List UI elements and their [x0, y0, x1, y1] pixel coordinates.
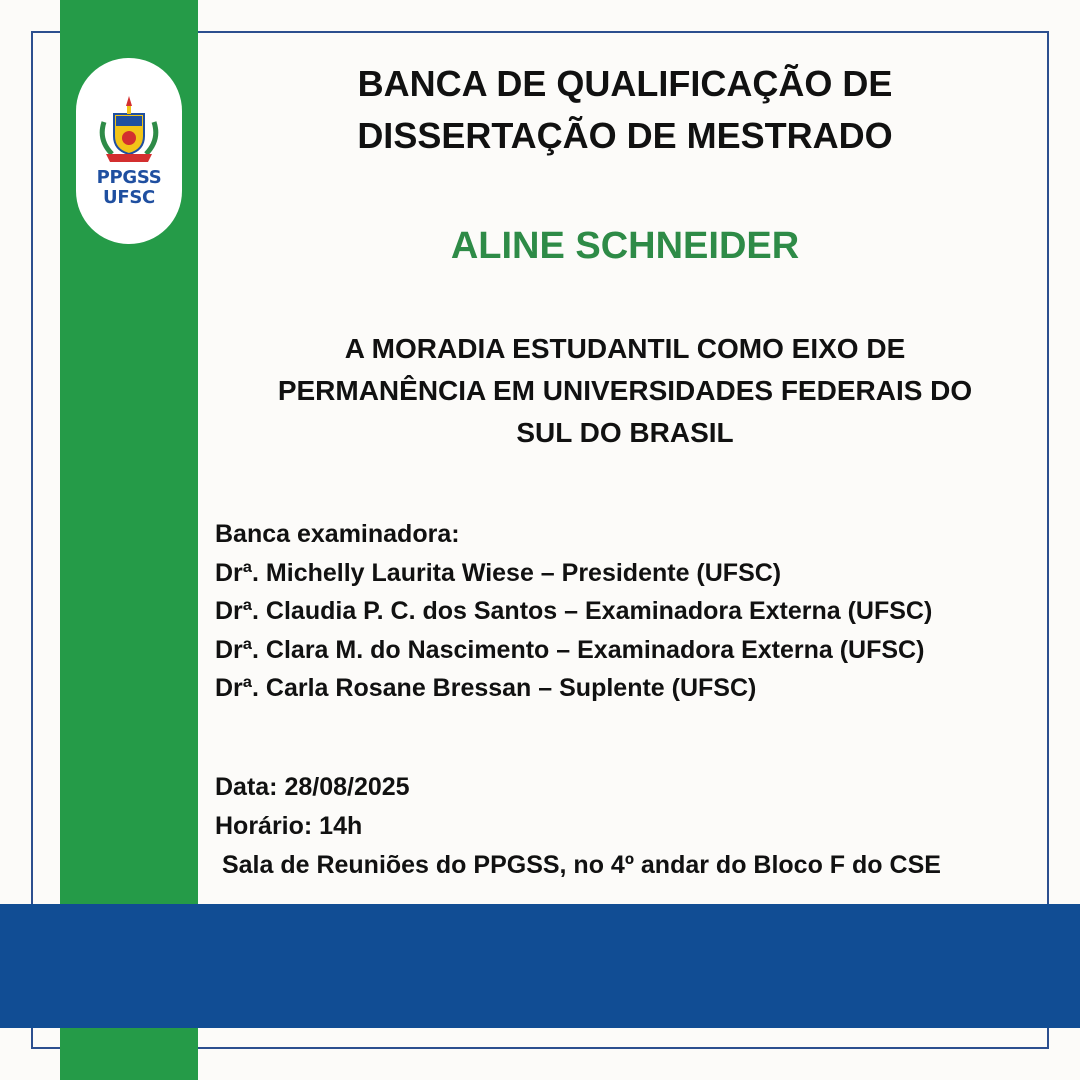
ufsc-crest-icon	[94, 92, 164, 166]
event-details	[215, 768, 1045, 885]
event-title-line-1: BANCA DE QUALIFICAÇÃO DE	[357, 63, 893, 104]
thesis-title-line-3: SUL DO BRASIL	[516, 417, 734, 448]
logo-line-ufsc: UFSC	[103, 187, 155, 208]
event-date: Data: 28/08/2025	[215, 773, 410, 801]
thesis-title-line-1: A MORADIA ESTUDANTIL COMO EIXO DE	[344, 333, 906, 364]
event-time: Horário: 14h	[215, 812, 363, 840]
board-member: Drª. Michelly Laurita Wiese – Presidente (UFSC)	[215, 558, 782, 587]
student-name: ALINE SCHNEIDER	[450, 225, 800, 267]
ppgss-ufsc-logo	[76, 58, 182, 244]
logo-text	[97, 168, 162, 208]
event-title-line-2: DISSERTAÇÃO DE MESTRADO	[357, 115, 893, 156]
thesis-title	[225, 328, 1025, 454]
blue-footer-band	[0, 904, 1080, 1028]
logo-line-ppgss: PPGSS	[96, 167, 162, 188]
board-member: Drª. Claudia P. C. dos Santos – Examinadora Externa (UFSC)	[215, 597, 933, 625]
board-member: Drª. Carla Rosane Bressan – Suplente (UFSC)	[215, 674, 757, 702]
event-title	[240, 58, 1010, 162]
board-member: Drª. Clara M. do Nascimento – Examinadora Externa (UFSC)	[215, 635, 925, 664]
board-heading: Banca examinadora:	[215, 520, 460, 548]
examination-board	[215, 515, 1045, 708]
event-location: Sala de Reuniões do PPGSS, no 4º andar do Bloco F do CSE	[215, 851, 941, 879]
thesis-title-line-2: PERMANÊNCIA EM UNIVERSIDADES FEDERAIS DO	[277, 375, 973, 406]
